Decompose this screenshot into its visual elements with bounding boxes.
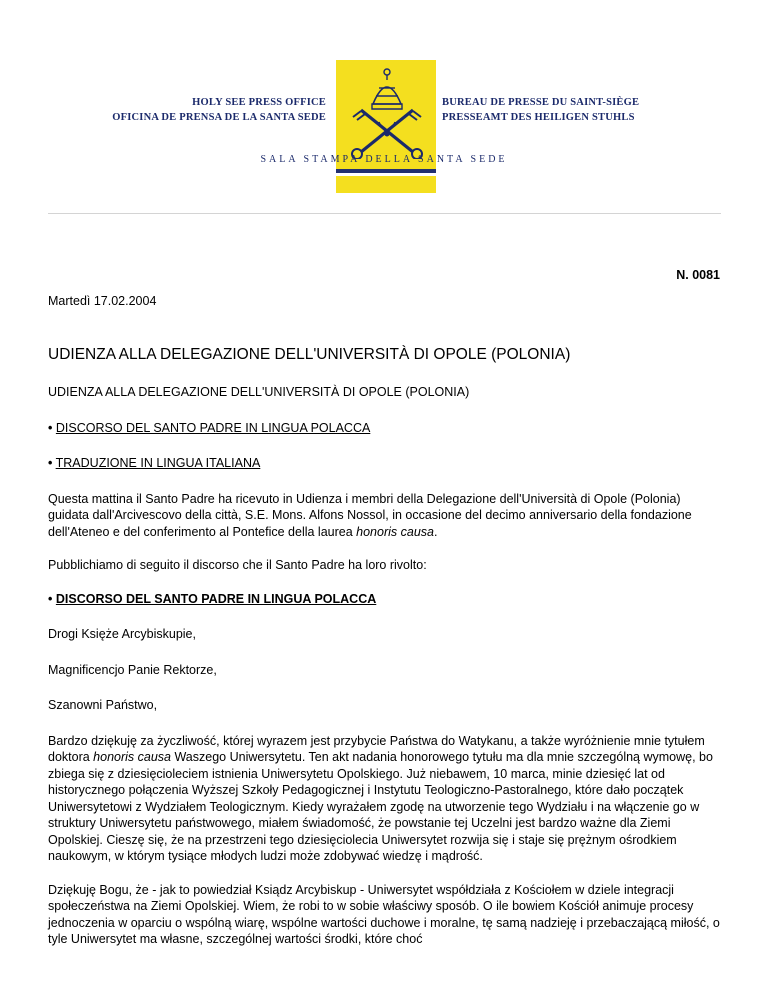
link-item-polish <box>48 420 723 437</box>
greeting-guests: Szanowni Państwo, <box>48 698 158 712</box>
page-title: UDIENZA ALLA DELEGAZIONE DELL'UNIVERSITÀ DI OPOLE (POLONIA) <box>48 346 571 363</box>
office-name-en: HOLY SEE PRESS OFFICE <box>192 97 326 108</box>
office-name-es: OFICINA DE PRENSA DE LA SANTA SEDE <box>112 112 326 123</box>
paragraph-1-italic: honoris causa <box>93 750 171 764</box>
office-name-fr: BUREAU DE PRESSE DU SAINT-SIÈGE <box>442 97 640 108</box>
office-names-left <box>112 95 332 125</box>
header-divider <box>48 213 721 214</box>
link-italian-translation[interactable]: TRADUZIONE IN LINGUA ITALIANA <box>55 456 261 470</box>
office-name-it: SALA STAMPA DELLA SANTA SEDE <box>260 154 508 165</box>
bulletin-number: N. 0081 <box>676 268 720 282</box>
publication-note: Pubblichiamo di seguito il discorso che il Santo Padre ha loro rivolto: <box>48 558 427 572</box>
office-names-right <box>442 95 639 125</box>
link-item-italian <box>48 455 723 472</box>
intro-italic: honoris causa <box>356 524 434 539</box>
office-name-de: PRESSEAMT DES HEILIGEN STUHLS <box>442 112 635 123</box>
section-heading-text: DISCORSO DEL SANTO PADRE IN LINGUA POLACCA <box>55 591 377 606</box>
bullet-icon: • <box>48 456 53 470</box>
link-polish-discourse[interactable]: DISCORSO DEL SANTO PADRE IN LINGUA POLACCA <box>55 420 371 435</box>
paragraph-1 <box>48 733 723 865</box>
paragraph-2: Dziękuję Bogu, że - jak to powiedział Ksiądz Arcybiskup - Uniwersytet współdziała z Kościołem w dziele integracji społeczeństwa na Ziemi Opolskiej. Wiem, że robi to w sobie właściwy sposób. O ile bowiem Kościół animuje procesy jednoczenia w oparciu o wspólną wiarę, wspólne wartości duchowe i moralne, tę samą nadzieję i przebaczającą miłość, o tyle Uniwersytet ma własne, szczególnej wartości środki, które choć <box>48 882 720 946</box>
bulletin-date: Martedì 17.02.2004 <box>48 294 157 308</box>
greeting-archbishop: Drogi Księże Arcybiskupie, <box>48 627 196 641</box>
bullet-icon: • <box>48 591 53 606</box>
subtitle: UDIENZA ALLA DELEGAZIONE DELL'UNIVERSITÀ DI OPOLE (POLONIA) <box>48 385 470 399</box>
intro-paragraph <box>48 491 723 541</box>
section-heading <box>48 591 723 608</box>
papal-keys-tiara-icon <box>343 64 431 159</box>
press-office-header <box>0 0 768 200</box>
greeting-rector: Magnificencjo Panie Rektorze, <box>48 662 217 677</box>
bullet-icon: • <box>48 420 53 435</box>
paragraph-1-text-a: Bardzo dziękuję za życzliwość, której wyrazem jest przybycie Państwa do Watykanu, a także wyróżnienie mnie tytułem doktora <box>48 733 705 764</box>
document-body <box>48 384 723 948</box>
intro-end: . <box>433 524 438 539</box>
intro-text: Questa mattina il Santo Padre ha ricevuto in Udienza i membri della Delegazione dell'Università di Opole (Polonia) guidata dall'Arcivescovo della città, S.E. Mons. Alfons Nossol, in occasione del decimo anniversario della fondazione dell'Ateneo e del conferimento al Pontefice della laurea <box>48 491 692 539</box>
paragraph-1-text-b: Waszego Uniwersytetu. Ten akt nadania honorowego tytułu ma dla mnie szczególną wymowę, bo zbiega się z dziesięcioleciem istnienia Uniwersytetu Opolskiego. Już niebawem, 10 marca, minie dziesięć lat od historycznego połączenia Wyższej Szkoły Pedagogicznej i Instytutu Teologiczno-Pastoralnego, które dało początek Uniwersytetowi z Wydziałem Teologicznym. Kiedy wyrażałem zgodę na utworzenie tego Wydziału i na włączenie go w struktury Uniwersytetu państwowego, miałem świadomość, że powstanie tej Uczelni jest bardzo ważne dla Ziemi Opolskiej. Cieszę się, że na przestrzeni tego dziesięciolecia Uniwersytet rozwija się i staje się prężnym ośrodkiem naukowym, w którym tysiące młodych ludzi może zdobywać wiedzę i mądrość. <box>48 750 713 863</box>
yellow-stripe <box>336 176 436 193</box>
